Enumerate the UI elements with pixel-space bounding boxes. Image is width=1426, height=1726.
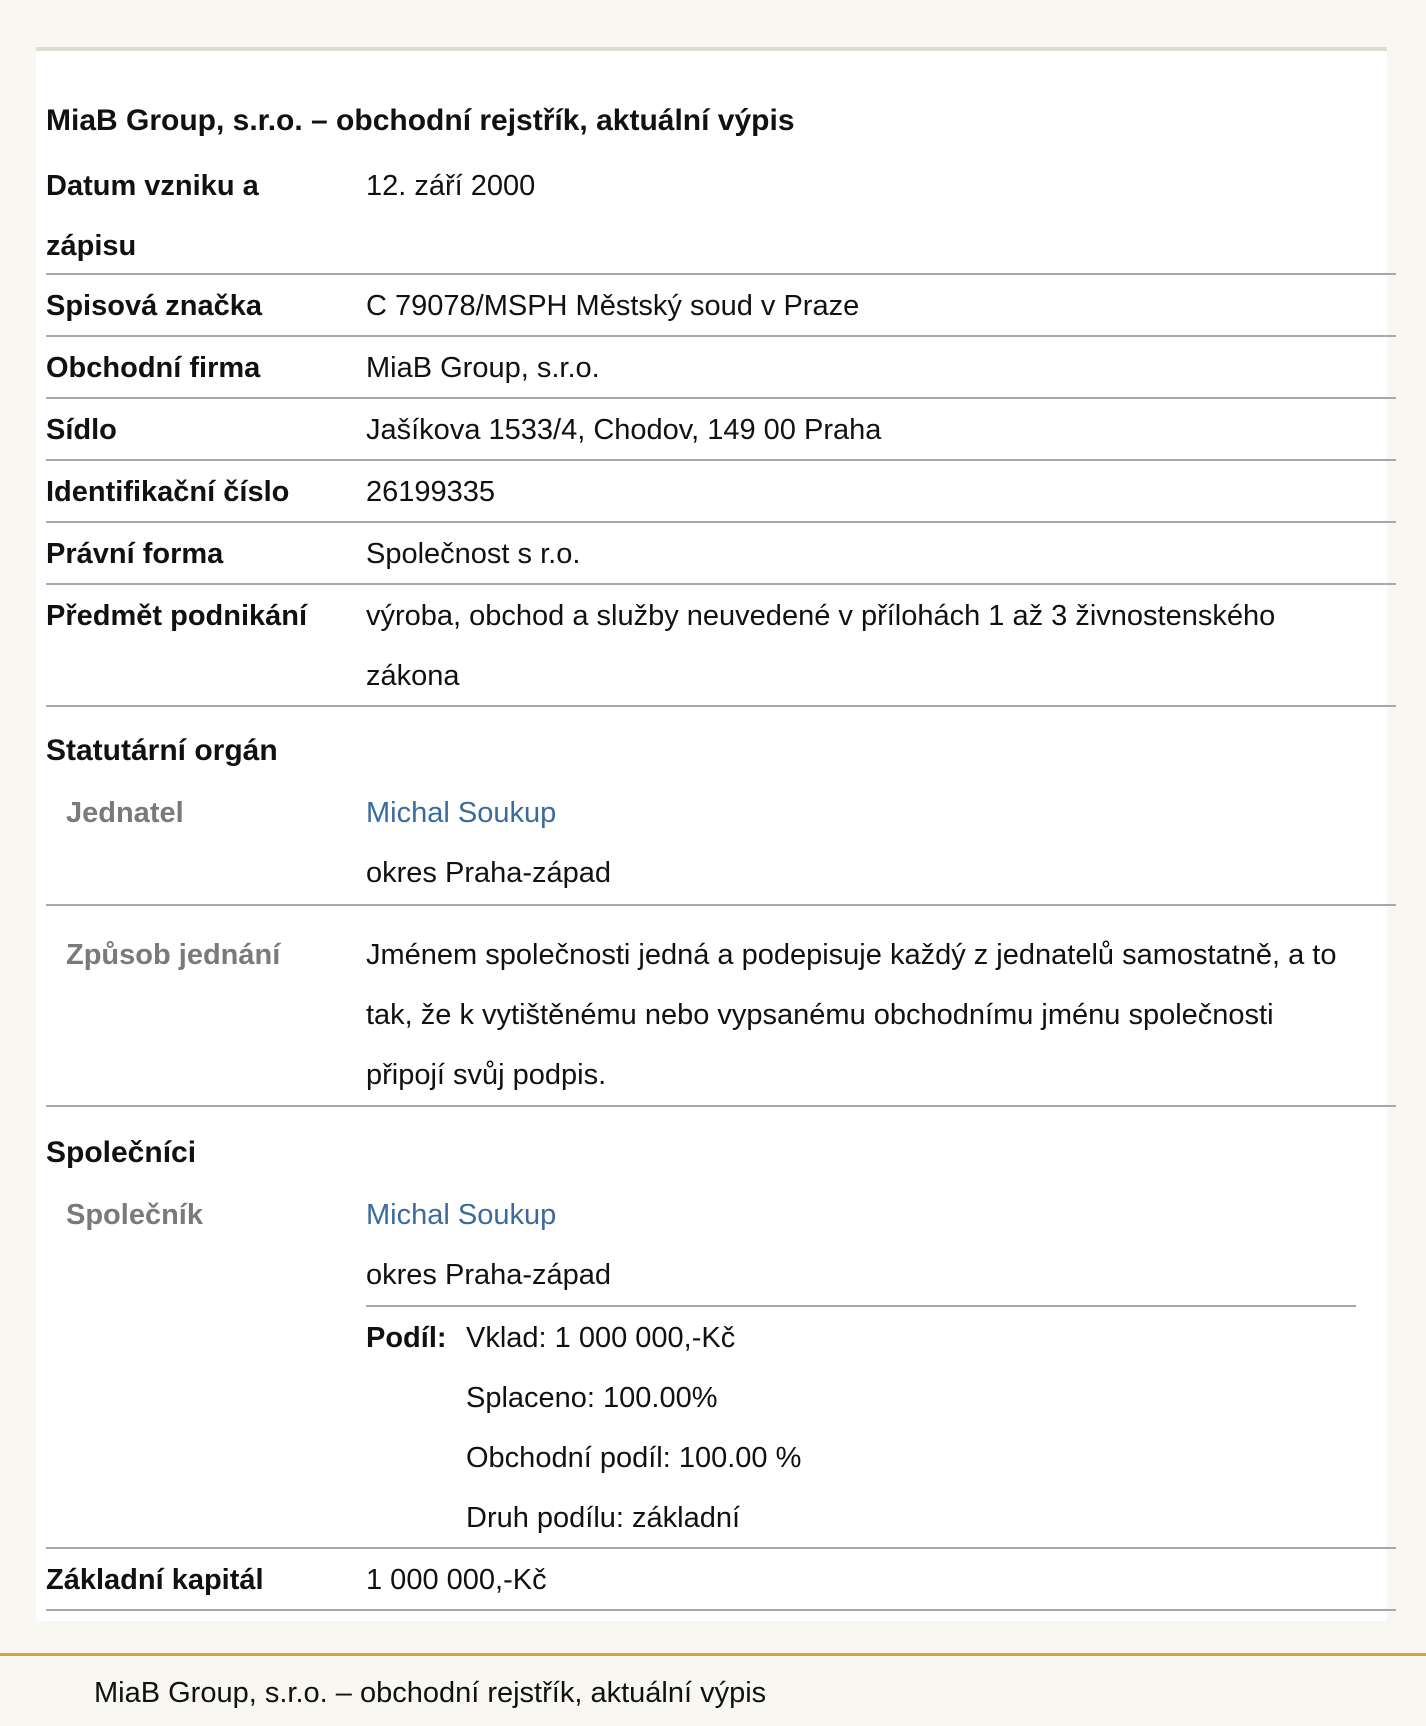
share-label: Podíl: [366,1322,447,1354]
registered-capital-value: 1 000 000,-Kč [366,1564,547,1596]
divider [46,335,1396,337]
seat-value: Jašíkova 1533/4, Chodov, 149 00 Praha [366,414,882,446]
page-title: MiaB Group, s.r.o. – obchodní rejstřík, aktuální výpis [46,104,795,137]
partner-district: okres Praha-západ [366,1259,612,1291]
divider [46,1609,1396,1611]
file-number-label: Spisová značka [46,290,262,322]
company-name-value: MiaB Group, s.r.o. [366,352,600,384]
ico-value: 26199335 [366,476,496,508]
director-label: Jednatel [66,797,184,829]
acting-method-label: Způsob jednání [66,939,281,971]
divider [46,1547,1396,1549]
footer-rule [0,1653,1426,1656]
divider [46,904,1396,906]
business-activity-label: Předmět podnikání [46,600,308,632]
director-value [366,783,1386,903]
acting-method-line1: Jménem společnosti jedná a podepisuje každý z jednatelů samostatně, a to [366,939,1337,971]
acting-method-line2: tak, že k vytištěnému nebo vypsanému obchodnímu jménu společnosti [366,999,1274,1031]
director-district: okres Praha-západ [366,857,612,889]
share-divider [366,1305,1356,1307]
director-name-link[interactable]: Michal Soukup [366,797,557,829]
divider [46,1105,1396,1107]
partners-heading: Společníci [46,1136,197,1169]
share-deposit: Vklad: 1 000 000,-Kč [466,1322,736,1354]
business-activity-value [366,586,1386,706]
founded-label [46,156,356,276]
partner-name-link[interactable]: Michal Soukup [366,1199,557,1231]
founded-label-line1: Datum vzniku a [46,170,259,202]
divider [46,705,1396,707]
business-activity-line2: zákona [366,660,460,692]
ico-label: Identifikační číslo [46,476,290,508]
divider [46,459,1396,461]
seat-label: Sídlo [46,414,117,446]
file-number-value: C 79078/MSPH Městský soud v Praze [366,290,860,322]
partner-label: Společník [66,1199,203,1231]
divider [46,521,1396,523]
company-name-label: Obchodní firma [46,352,261,384]
partner-value [366,1185,1386,1305]
share-paid: Splaceno: 100.00% [466,1382,718,1414]
share-type: Druh podílu: základní [466,1502,741,1534]
founded-label-line2: zápisu [46,230,137,262]
business-activity-line1: výroba, obchod a služby neuvedené v přílohách 1 až 3 živnostenského [366,600,1276,632]
acting-method-line3: připojí svůj podpis. [366,1059,607,1091]
share-business-share: Obchodní podíl: 100.00 % [466,1442,802,1474]
legal-form-label: Právní forma [46,538,224,570]
founded-value: 12. září 2000 [366,170,536,202]
legal-form-value: Společnost s r.o. [366,538,581,570]
acting-method-value [366,925,1386,1105]
footer-title: MiaB Group, s.r.o. – obchodní rejstřík, aktuální výpis [94,1677,767,1709]
statutory-body-heading: Statutární orgán [46,734,278,767]
register-extract-card [36,51,1387,1621]
divider [46,397,1396,399]
divider [46,583,1396,585]
registered-capital-label: Základní kapitál [46,1564,264,1596]
divider [46,273,1396,275]
